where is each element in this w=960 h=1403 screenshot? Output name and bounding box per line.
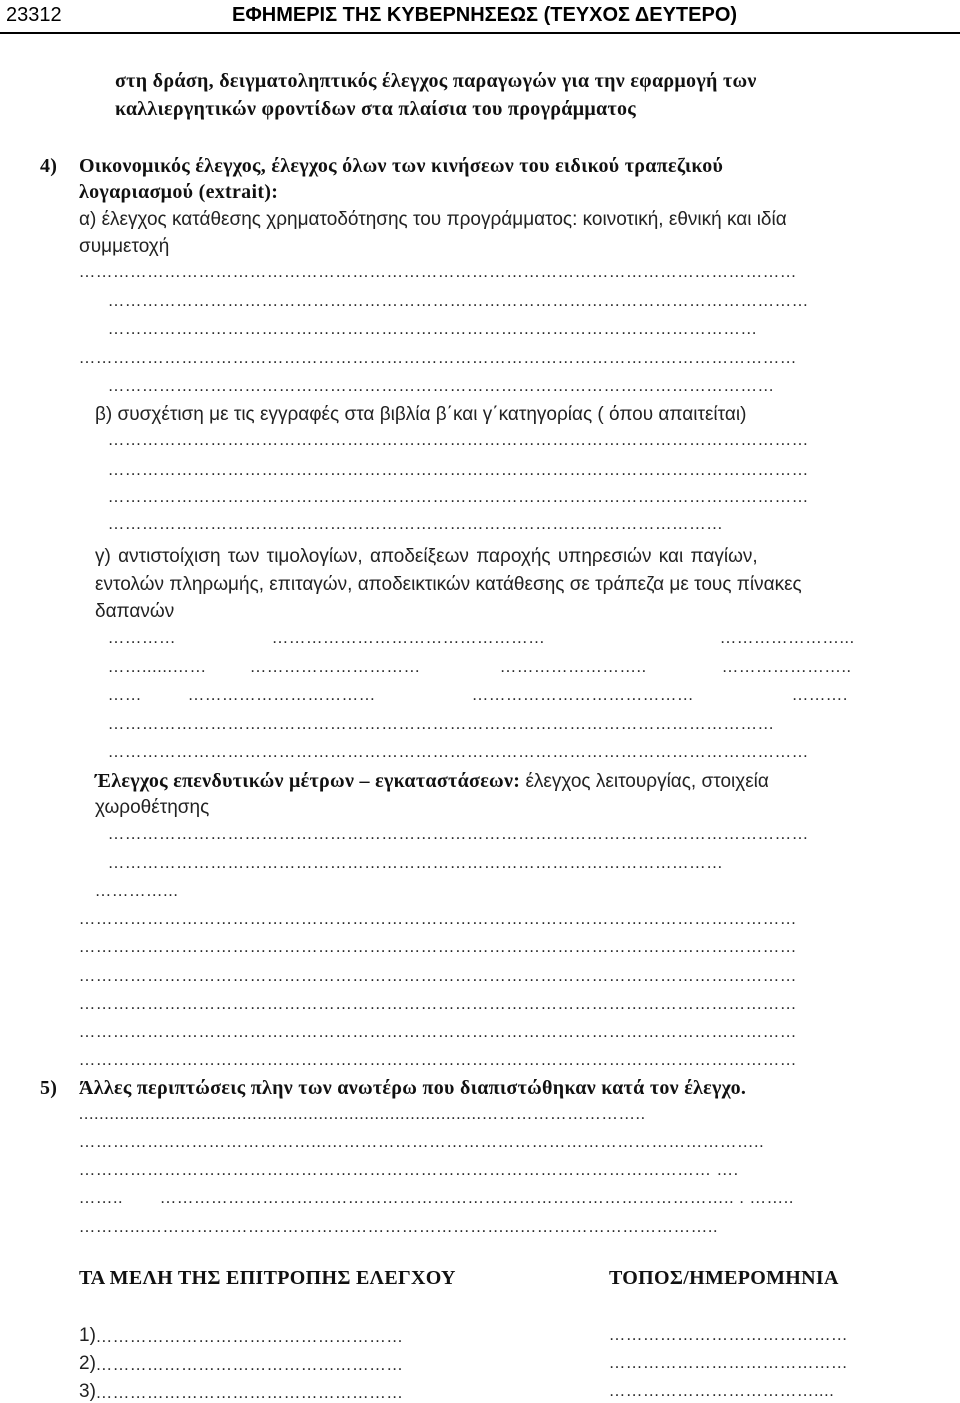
investment-measures-text: έλεγχος λειτουργίας, στοιχεία <box>520 771 769 792</box>
section-5-title: Άλλες περιπτώσεις πλην των ανωτέρω που διαπιστώθηκαν κατά τον έλεγχο. <box>79 1077 747 1099</box>
intro-line-2: καλλιεργητικών φροντίδων στα πλαίσια του προγράμματος <box>115 98 636 120</box>
dotted-line: …………………………………………………………………………………………………………… <box>108 826 810 843</box>
dotted-line: ………………………………………… <box>272 630 546 647</box>
section-4-title-line-2: λογαριασμού (extrait): <box>79 181 279 203</box>
dotted-line: ………………………………………………………………………………………………… …. <box>79 1162 739 1179</box>
dotted-line: ………………………………… <box>472 687 695 704</box>
investment-measures-heading: Έλεγχος επενδυτικών μέτρων – εγκαταστάσεων: <box>95 770 521 792</box>
item-a-line-1: α) έλεγχος κατάθεσης χρηματοδότησης του προγράμματος: κοινοτική, εθνική και ιδία <box>79 209 787 230</box>
place-date-line: …………………………………… <box>609 1327 849 1344</box>
dotted-line: ……………..……………………...………………………………………………………………….. <box>79 1134 765 1151</box>
investment-measures-line-2: χωροθέτησης <box>95 797 210 818</box>
member-signature-line: ……………………………………………… <box>95 1385 404 1402</box>
dotted-line: ……………………………………………………………………………………….. . …….. <box>160 1190 795 1207</box>
dotted-line: …………………………………………………………………………………………………………… <box>108 293 810 310</box>
member-row-1 <box>79 1325 496 1347</box>
dotted-line: ...............................................................................……………………….. <box>79 1106 646 1123</box>
dotted-line: …………………………………………………………………………………………………… <box>108 321 758 338</box>
dotted-line: ……………………………………………………………………………………………………… <box>108 378 775 395</box>
dotted-line: ……………………………………………………………………………………………………………… <box>79 996 798 1013</box>
item-c-line-3: δαπανών <box>95 601 175 622</box>
page-number: 23312 <box>6 4 62 26</box>
item-b-text: β) συσχέτιση με τις εγγραφές στα βιβλία β΄και γ΄κατηγορίας ( όπου απαιτείται) <box>95 404 747 425</box>
dotted-line: ……………………………………………………………………………………………………………… <box>79 1024 798 1041</box>
dotted-line: …………………………………………………………………………………………………………… <box>108 432 810 449</box>
dotted-line: ……………………………………………………………………………………………… <box>108 516 724 533</box>
dotted-line: ………………….. <box>722 659 852 676</box>
dotted-line: ………………………… <box>250 659 421 676</box>
dotted-line: ………… <box>108 630 177 647</box>
item-c-line-1: γ) αντιστοίχιση των τιμολογίων, αποδείξεων παροχής υπηρεσιών και παγίων, <box>95 546 758 567</box>
dotted-line: …………………………………………………………………………………………………………… <box>108 462 810 479</box>
dotted-line: …………………………… <box>188 687 377 704</box>
dotted-line: ……………………………………………………………………………………………………………… <box>79 968 798 985</box>
dotted-line: …………………………………………………………………………………………………………… <box>108 744 810 761</box>
member-row-2 <box>79 1353 496 1375</box>
item-c-line-2: εντολών πληρωμής, επιταγών, αποδεικτικών κατάθεσης σε τράπεζα με τους πίνακες <box>95 574 802 595</box>
intro-line-1: στη δράση, δειγματοληπτικός έλεγχος παραγωγών για την εφαρμογή των <box>115 70 757 92</box>
dotted-line: …………………………………………………………………………………………………………… <box>108 489 810 506</box>
dotted-line: ……………………………………………………………………………………………………………… <box>79 350 798 367</box>
member-row-3 <box>79 1381 496 1403</box>
dotted-line: ……………………………………………………………………………………………… <box>108 855 724 872</box>
header-rule <box>0 32 960 34</box>
committee-members-heading: ΤΑ ΜΕΛΗ ΤΗΣ ΕΠΙΤΡΟΠΗΣ ΕΛΕΓΧΟΥ <box>79 1267 456 1289</box>
dotted-line: …….. <box>79 1190 124 1207</box>
investment-measures-line-1 <box>95 770 769 793</box>
dotted-line: ……......…… <box>108 659 207 676</box>
member-number: 3) <box>79 1381 96 1402</box>
dotted-line: ……………………………………………………………………………………………………………… <box>79 1052 798 1069</box>
dotted-line: …… <box>108 687 143 704</box>
place-date-heading: ΤΟΠΟΣ/ΗΜΕΡΟΜΗΝΙΑ <box>609 1267 839 1289</box>
dotted-line: ……………………………………………………………………………………………………………… <box>79 939 798 956</box>
member-signature-line: ……………………………………………… <box>95 1357 404 1374</box>
member-signature-line: ……………………………………………… <box>95 1329 404 1346</box>
dotted-line: …………………... <box>720 630 855 647</box>
item-a-line-2: συμμετοχή <box>79 236 170 257</box>
member-number: 1) <box>79 1325 96 1346</box>
dotted-line: ……………………………………………………………………………………………………………… <box>79 264 798 281</box>
dotted-line: ……………………………………………………………………………………………………………… <box>79 911 798 928</box>
dotted-line: ………...………………………………………………………...…………………………….. <box>79 1219 719 1236</box>
dotted-line: …. <box>826 687 849 704</box>
section-4-number: 4) <box>40 155 58 177</box>
member-number: 2) <box>79 1353 96 1374</box>
dotted-line: …………………….. <box>500 659 647 676</box>
dotted-line: ……………………………………………………………………………………………………… <box>108 716 775 733</box>
dotted-line: …… <box>792 687 827 704</box>
place-date-line: …………………………………… <box>609 1355 849 1372</box>
place-date-line: ……………………………….... <box>609 1383 835 1400</box>
section-4-title-line-1: Οικονομικός έλεγχος, έλεγχος όλων των κινήσεων του ειδικού τραπεζικού <box>79 155 724 177</box>
gazette-title: ΕΦΗΜΕΡΙΣ ΤΗΣ ΚΥΒΕΡΝΗΣΕΩΣ (ΤΕΥΧΟΣ ΔΕΥΤΕΡΟ) <box>232 4 738 26</box>
section-5-number: 5) <box>40 1077 58 1099</box>
dotted-line: …………... <box>95 883 179 900</box>
